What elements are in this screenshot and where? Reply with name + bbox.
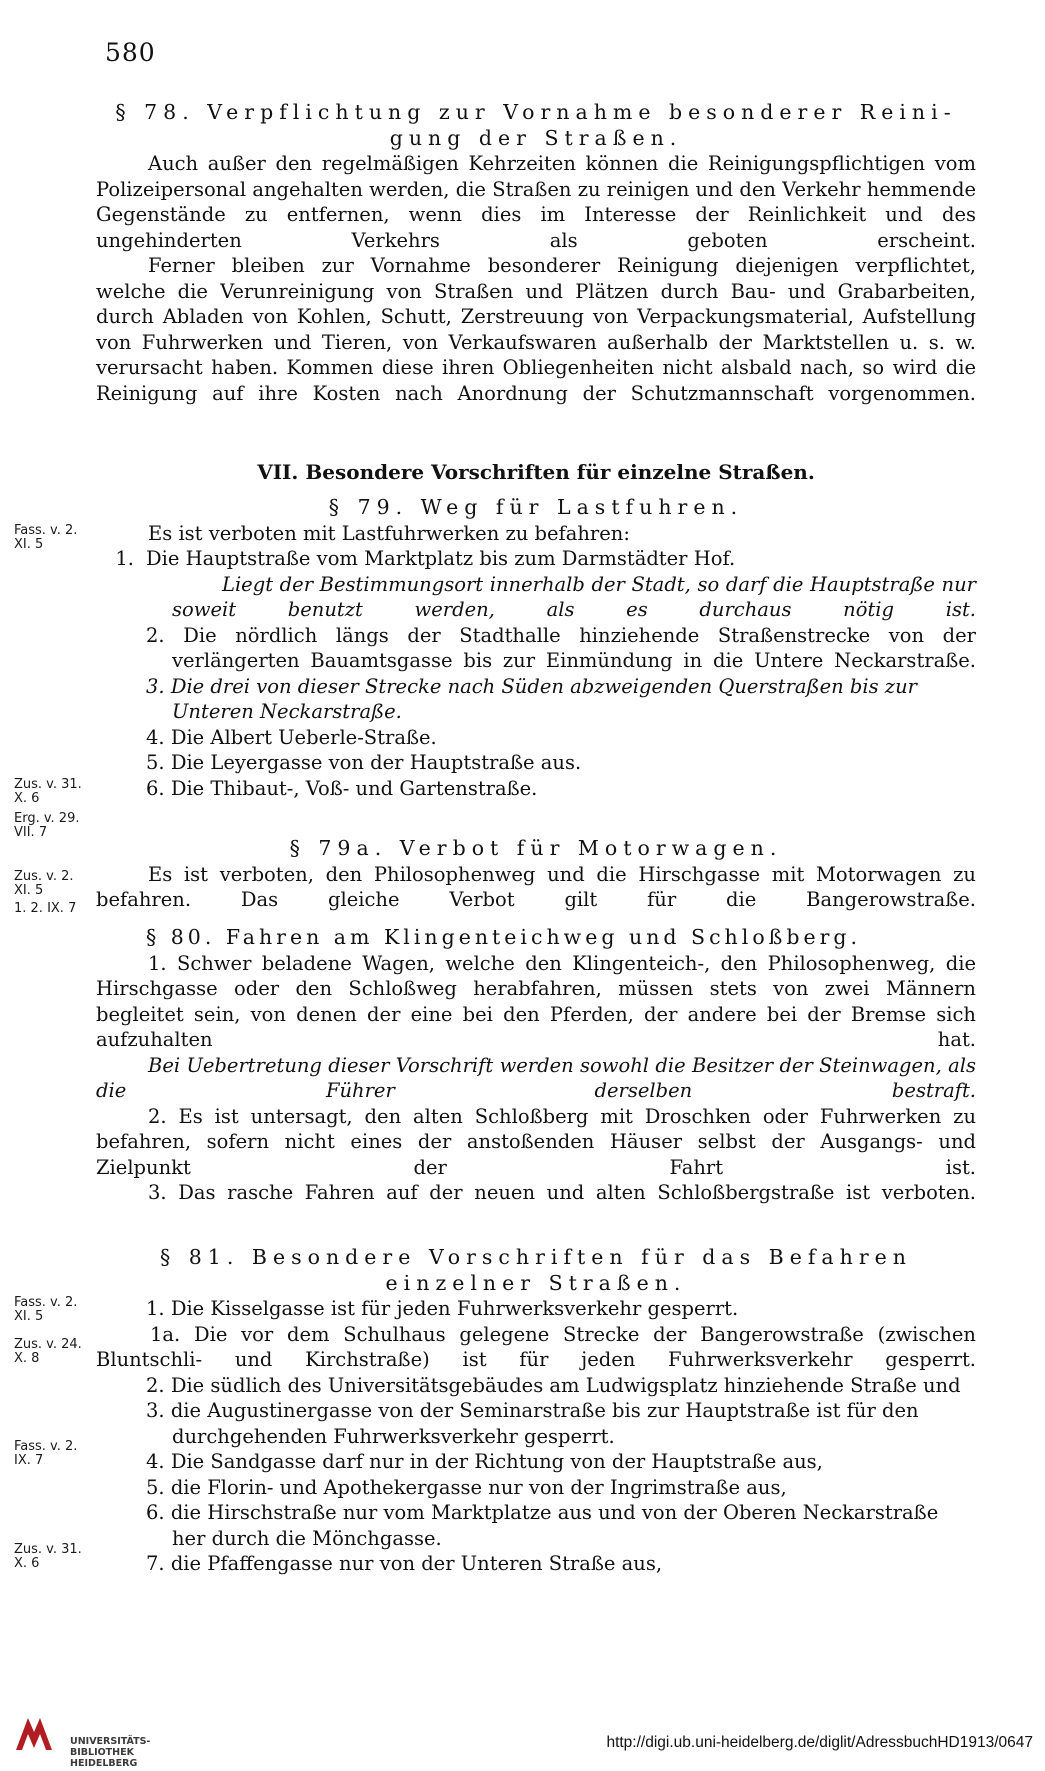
margin-note: Zus. v. 31. X. 6 bbox=[14, 1542, 82, 1571]
section-81-title: § 81. Besondere Vorschriften für das Befahren bbox=[160, 1245, 912, 1269]
list-item: 4. Die Sandgasse darf nur in der Richtung von der Hauptstraße aus, bbox=[146, 1450, 823, 1473]
margin-note: Zus. v. 24. X. 8 bbox=[14, 1337, 82, 1366]
margin-note: Fass. v. 2. XI. 5 bbox=[14, 523, 78, 552]
list-item: 5. Die Leyergasse von der Hauptstraße aus. bbox=[146, 751, 582, 774]
section-78-paragraph-1: Auch außer den regelmäßigen Kehrzeiten können die Reinigungspflichtigen vom Polizeipersonal angehalten werden, die Straßen zu reinigen und den Verkehr hemmende Gegenstände zu entfernen, wenn dies im Interesse der Reinlichkeit und des ungehinderten Verkehrs als geboten erscheint. bbox=[96, 152, 976, 252]
list-item: 3. Die drei von dieser Strecke nach Süden abzweigenden Querstraßen bis zur Unteren Neckarstraße. bbox=[146, 674, 917, 723]
section-81 bbox=[96, 1245, 976, 1577]
section-78-title: § 78. Verpflichtung zur Vornahme besonderer Reini- bbox=[115, 100, 957, 124]
margin-note: Fass. v. 2. XI. 5 bbox=[14, 1295, 78, 1324]
list-item: 2. Die nördlich längs der Stadthalle hinziehende Straßenstrecke von der verlängerten Bauamtsgasse bis zur Einmündung in die Untere Neckarstraße. bbox=[146, 623, 976, 672]
section-79-intro: Es ist verboten mit Lastfuhrwerken zu befahren: bbox=[148, 521, 630, 545]
library-logo bbox=[10, 1710, 151, 1769]
section-78-title-cont: gung der Straßen. bbox=[389, 125, 683, 150]
library-name: UNIVERSITÄTS- BIBLIOTHEK HEIDELBERG bbox=[70, 1736, 151, 1769]
margin-note: Fass. v. 2. IX. 7 bbox=[14, 1439, 78, 1468]
margin-note: Zus. v. 31. X. 6 bbox=[14, 777, 82, 806]
list-item: 7. die Pfaffengasse nur von der Unteren Straße aus, bbox=[146, 1552, 663, 1575]
section-79-title: § 79. Weg für Lastfuhren. bbox=[328, 495, 744, 519]
section-79-subnote: Liegt der Bestimmungsort innerhalb der Stadt, so darf die Hauptstraße nur soweit benutzt werden, als es durchaus nötig ist. bbox=[172, 572, 976, 621]
margin-note: Erg. v. 29. VII. 7 bbox=[14, 811, 80, 840]
margin-note: Zus. v. 2. XI. 5 bbox=[14, 869, 74, 898]
list-item: 4. Die Albert Ueberle-Straße. bbox=[146, 725, 437, 749]
library-seal-icon bbox=[10, 1710, 58, 1758]
section-80 bbox=[96, 925, 976, 1206]
section-79 bbox=[96, 495, 976, 801]
section-80-title: § 80. Fahren am Klingenteichweg und Schloßberg. bbox=[146, 925, 862, 949]
list-item: 1. Die Kisselgasse ist für jeden Fuhrwerksverkehr gesperrt. bbox=[146, 1297, 739, 1320]
section-78-paragraph-2: Ferner bleiben zur Vornahme besonderer Reinigung diejenigen verpflichtet, welche die Verunreinigung von Straßen und Plätzen durch Bau- und Grabarbeiten, durch Abladen von Kohlen, Schutt, Zerstreuung von Verpackungsmaterial, Aufstellung von Fuhrwerken und Tieren, von Verkaufswaren außerhalb der Marktstellen u. s. w. verursacht haben. Kommen diese ihren Obliegenheiten nicht alsbald nach, so wird die Reinigung auf ihre Kosten nach Anordnung der Schutzmannschaft vorgenommen. bbox=[96, 254, 976, 405]
page-number: 580 bbox=[105, 38, 156, 67]
source-url[interactable]: http://digi.ub.uni-heidelberg.de/diglit/AdressbuchHD1913/0647 bbox=[606, 1734, 1033, 1751]
list-item: 2. Die südlich des Universitätsgebäudes am Ludwigsplatz hinziehende Straße und bbox=[146, 1373, 961, 1397]
margin-note: 1. 2. IX. 7 bbox=[14, 901, 77, 916]
section-80-paragraph-2: Bei Uebertretung dieser Vorschrift werden sowohl die Besitzer der Steinwagen, als die Führer derselben bestraft. bbox=[96, 1053, 976, 1102]
footer bbox=[0, 1700, 1045, 1771]
list-item: 6. Die Thibaut-, Voß- und Gartenstraße. bbox=[146, 776, 538, 800]
section-78 bbox=[96, 100, 976, 406]
section-80-paragraph-3: 2. Es ist untersagt, den alten Schloßberg mit Droschken oder Fuhrwerken zu befahren, sofern nicht eines der anstoßenden Häuser selbst der Ausgangs- und Zielpunkt der Fahrt ist. bbox=[96, 1104, 976, 1179]
section-81-title-cont: einzelner Straßen. bbox=[385, 1270, 687, 1295]
list-item: 1a. Die vor dem Schulhaus gelegene Strecke der Bangerowstraße (zwischen Bluntschli- und Kirchstraße) ist für jeden Fuhrwerksverkehr gesperrt. bbox=[96, 1322, 976, 1371]
section-79a-text: Es ist verboten, den Philosophenweg und die Hirschgasse mit Motorwagen zu befahren. Das gleiche Verbot gilt für die Bangerowstraße. bbox=[96, 862, 976, 911]
section-79a bbox=[96, 836, 976, 913]
section-80-paragraph-1: 1. Schwer beladene Wagen, welche den Klingenteich-, den Philosophenweg, die Hirschgasse oder den Schloßweg herabfahren, müssen stets von zwei Männern begleitet sein, von denen der eine bei den Pferden, der andere bei der Bremse sich aufzuhalten hat. bbox=[96, 951, 976, 1051]
list-item: 1. Die Hauptstraße vom Marktplatz bis zum Darmstädter Hof. bbox=[115, 547, 736, 570]
list-item: 3. die Augustinergasse von der Seminarstraße bis zur Hauptstraße ist für den durchgehenden Fuhrwerksverkehr gesperrt. bbox=[146, 1399, 919, 1448]
section-80-paragraph-4: 3. Das rasche Fahren auf der neuen und alten Schloßbergstraße ist verboten. bbox=[148, 1181, 976, 1204]
chapter-heading: VII. Besondere Vorschriften für einzelne Straßen. bbox=[257, 460, 815, 484]
list-item: 5. die Florin- und Apothekergasse nur von der Ingrimstraße aus, bbox=[146, 1475, 787, 1499]
section-79a-title: § 79a. Verbot für Motorwagen. bbox=[289, 836, 783, 860]
list-item: 6. die Hirschstraße nur vom Marktplatze aus und von der Oberen Neckarstraße her durch die Mönchgasse. bbox=[146, 1501, 939, 1550]
